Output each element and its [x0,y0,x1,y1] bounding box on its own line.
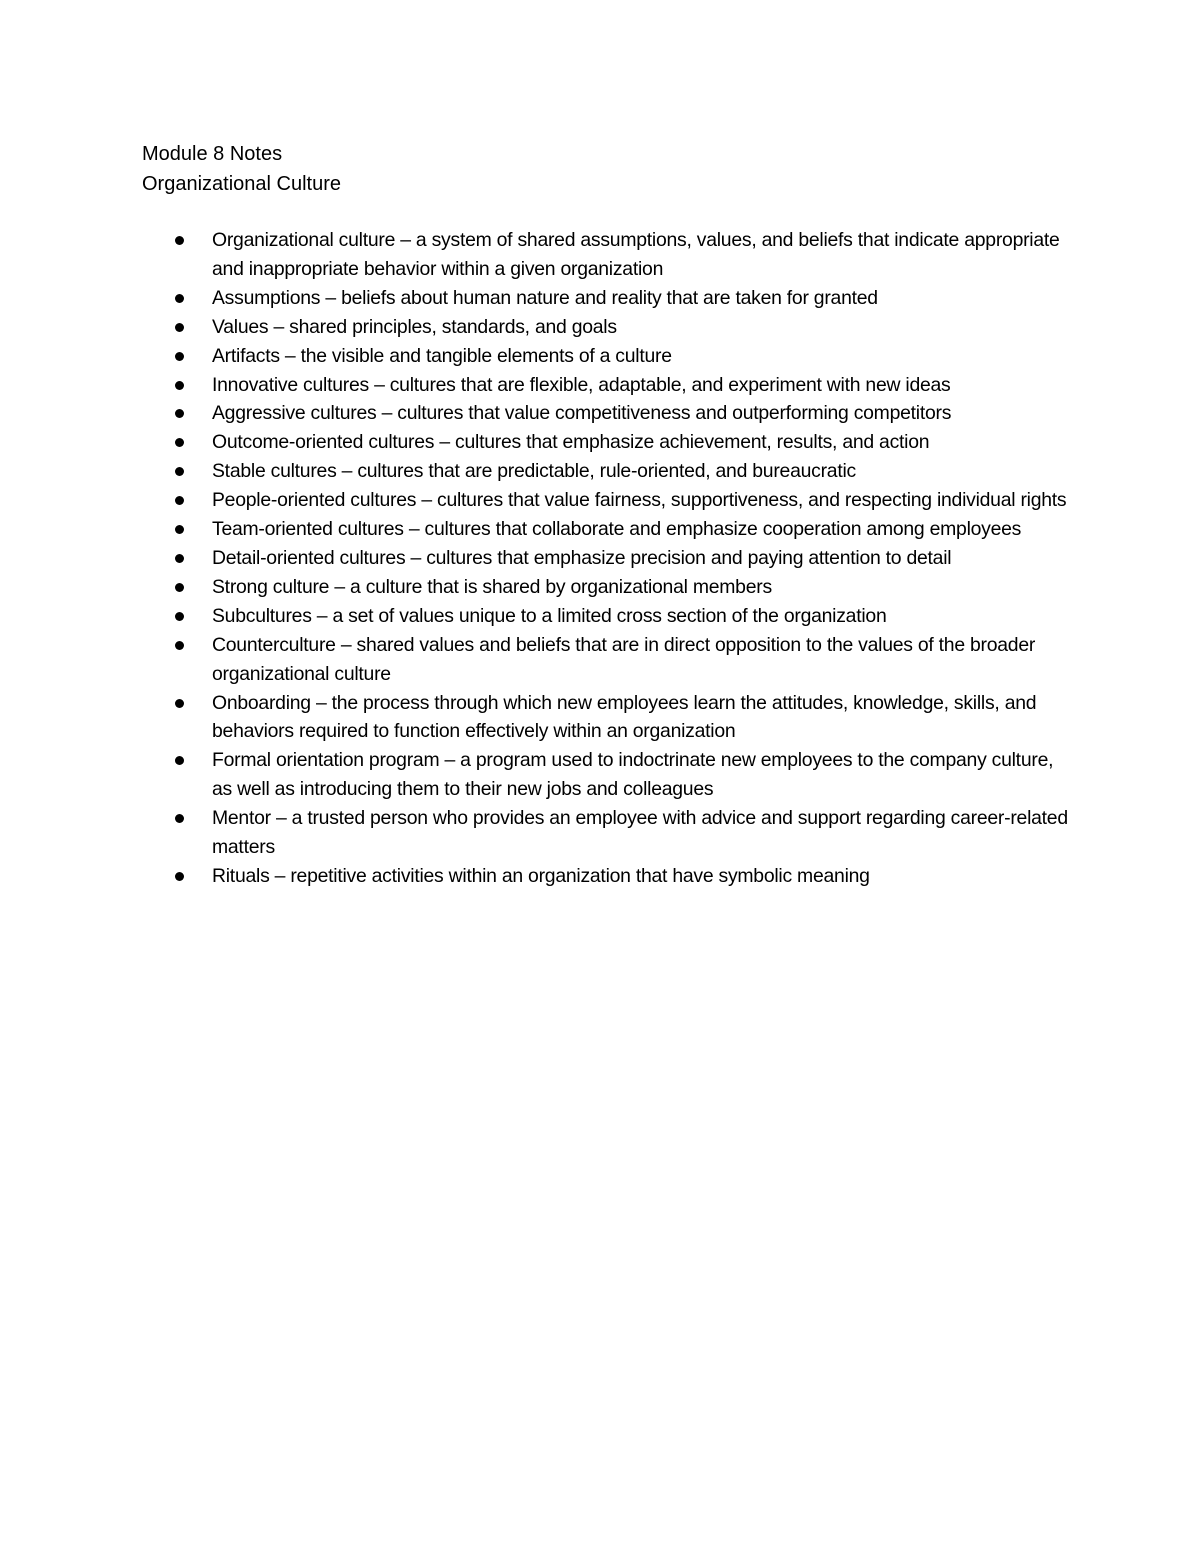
list-item [142,689,1072,747]
bullet-icon [175,467,184,476]
bullet-icon [175,352,184,361]
bullet-icon [175,525,184,534]
list-item-text: Detail-oriented cultures – cultures that emphasize precision and paying attention to detail [212,546,952,569]
list-item [142,457,1072,486]
list-item-text: Mentor – a trusted person who provides an employee with advice and support regarding career-related matters [212,807,1068,859]
list-item-text: Values – shared principles, standards, and goals [212,315,617,338]
bullet-icon [175,554,184,563]
list-item-text: Assumptions – beliefs about human nature and reality that are taken for granted [212,286,878,309]
bullet-icon [175,323,184,332]
list-item-text: People-oriented cultures – cultures that value fairness, supportiveness, and respecting individual rights [212,489,1067,512]
list-item [142,226,1072,284]
list-item [142,428,1072,457]
bullet-icon [175,236,184,245]
list-item-text: Formal orientation program – a program used to indoctrinate new employees to the company culture, as well as introducing them to their new jobs and colleagues [212,749,1054,801]
bullet-icon [175,814,184,823]
bullet-icon [175,583,184,592]
list-item-text: Strong culture – a culture that is shared by organizational members [212,575,772,598]
list-item [142,313,1072,342]
list-item [142,602,1072,631]
list-item-text: Outcome-oriented cultures – cultures that emphasize achievement, results, and action [212,431,930,454]
list-item [142,371,1072,400]
list-item-text: Onboarding – the process through which new employees learn the attitudes, knowledge, skills, and behaviors required to function effectively within an organization [212,691,1037,743]
list-item [142,284,1072,313]
list-item-text: Organizational culture – a system of shared assumptions, values, and beliefs that indicate appropriate and inappropriate behavior within a given organization [212,229,1060,280]
notes-bullet-list [142,226,1072,891]
list-item [142,515,1072,544]
bullet-icon [175,756,184,765]
list-item [142,399,1072,428]
list-item-text: Aggressive cultures – cultures that value competitiveness and outperforming competitors [212,402,952,425]
bullet-icon [175,438,184,447]
list-item [142,342,1072,371]
list-item-text: Innovative cultures – cultures that are flexible, adaptable, and experiment with new ideas [212,373,951,396]
list-item [142,573,1072,602]
list-item [142,746,1072,804]
list-item-text: Stable cultures – cultures that are predictable, rule-oriented, and bureaucratic [212,460,856,483]
bullet-icon [175,381,184,390]
bullet-icon [175,641,184,650]
document-subtitle: Organizational Culture [142,172,341,195]
bullet-icon [175,872,184,881]
list-item-text: Artifacts – the visible and tangible elements of a culture [212,344,672,367]
document-body [142,140,1072,891]
list-item [142,544,1072,573]
list-item [142,804,1072,862]
list-item-text: Team-oriented cultures – cultures that collaborate and emphasize cooperation among employees [212,518,1022,541]
list-item-text: Counterculture – shared values and beliefs that are in direct opposition to the values of the broader organizational culture [212,633,1036,685]
bullet-icon [175,294,184,303]
list-item-text: Subcultures – a set of values unique to a limited cross section of the organization [212,604,887,627]
list-item [142,862,1072,891]
bullet-icon [175,496,184,505]
document-title: Module 8 Notes [142,143,283,165]
list-item [142,631,1072,689]
bullet-icon [175,699,184,708]
list-item [142,486,1072,515]
bullet-icon [175,612,184,621]
bullet-icon [175,409,184,418]
list-item-text: Rituals – repetitive activities within an organization that have symbolic meaning [212,864,870,887]
